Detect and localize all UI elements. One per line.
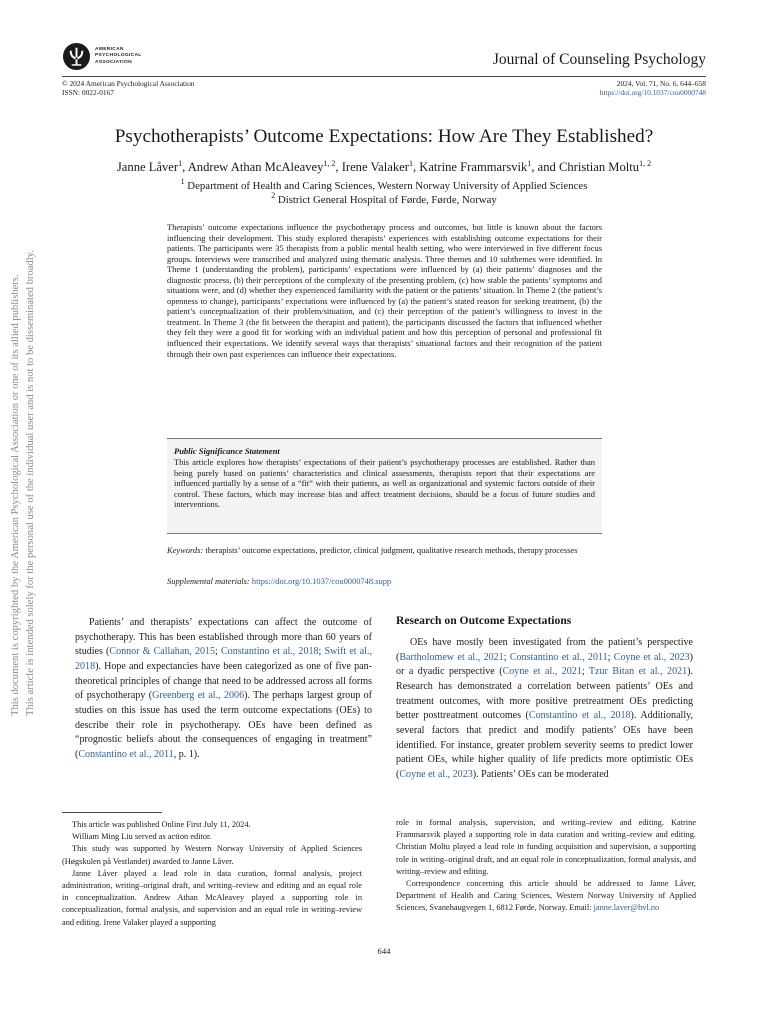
body-text: ; [215, 646, 221, 658]
email-link[interactable]: janne.laver@hvl.no [593, 903, 660, 913]
citation-link[interactable]: Greenberg et al., 2006 [152, 690, 245, 702]
keywords [167, 545, 602, 556]
publication-meta-right [600, 80, 706, 97]
author-list: Janne Låver$^1$, Andrew Athan McAleavey$^{1, 2}$, Irene Valaker$^1$, Katrine Frammarsvik$^1$, and Christian Moltu$^{1, 2}$ [116, 159, 652, 174]
publication-meta-left [62, 80, 194, 97]
supplemental-label: Supplemental materials: [167, 576, 250, 586]
article-title: Psychotherapists’ Outcome Expectations: How Are They Established? [114, 126, 654, 147]
citation-link[interactable]: Tzur Bitan et al., 2021 [588, 666, 688, 678]
affiliation-2: $^2$ District General Hospital of Førde, Førde, Norway [271, 191, 497, 206]
public-significance-text: This article explores how therapists’ expectations of their patient’s psychotherapy processes are established. Rather than being purely based on patients’ characteristics and clinical assessments, therapists report that their expectations are influenced partially by a sense of a “fit” with their patients, as well as organizational and systemic factors outside of their control. These factors, which may increase bias and affect treatment decisions, should be a focus of future studies and interventions. [174, 457, 595, 510]
body-text: ). The perhaps largest group of studies on this issue has used the term outcome expectations (OEs) to describe their role in psychotherapy. OEs have been defined as “prognostic beliefs about the consequences of engaging in treatment” ( [75, 690, 373, 760]
copyright-watermark [0, 0, 50, 1024]
body-text: OEs have mostly been investigated from the patient’s perspective ( [396, 637, 693, 663]
author-name: Irene Valaker [341, 160, 409, 174]
footnote-rule [62, 812, 162, 813]
journal-name: Journal of Counseling Psychology [492, 51, 706, 68]
public-significance-title: Public Significance Statement [174, 446, 280, 456]
copyright-line: © 2024 American Psychological Association [62, 79, 195, 88]
citation-link[interactable]: Constantino et al., 2018 [528, 710, 631, 722]
volume-line: 2024, Vol. 71, No. 6, 644–658 [616, 79, 706, 88]
header-rule [62, 76, 706, 77]
footnote-paragraph: Janne Låver played a lead role in data curation, formal analysis, project administration, writing–original draft, and writing–review and editing and an equal role in conceptualization. Andrew Athan McAleavey played a supporting role in conceptualization, formal analysis, and supervision and an equal role in writing–review and editing. Irene Valaker played a supporting [62, 868, 362, 927]
author-name: Janne Låver [116, 160, 179, 174]
watermark-line-1: This document is copyrighted by the American Psychological Association or one of its allied publishers. [10, 274, 21, 716]
apa-psi-logo-icon [62, 42, 91, 71]
apa-logo [62, 42, 142, 71]
doi-link[interactable]: https://doi.org/10.1037/cou0000748 [599, 87, 706, 97]
section-heading: Research on Outcome Expectations [396, 614, 572, 627]
watermark-line-2: This article is intended solely for the personal use of the individual user and is not to be disseminated broadly. [25, 250, 36, 716]
citation-link[interactable]: Coyne et al., 2023 [399, 768, 473, 780]
footnote-paragraph: This article was published Online First July 11, 2024. [72, 820, 251, 829]
author-name: Christian Moltu [558, 160, 640, 174]
author-name: Katrine Frammarsvik [419, 160, 528, 174]
body-text: ) or a dyadic perspective ( [396, 651, 694, 678]
research-paragraph [396, 636, 693, 783]
author-affiliation-mark: 1 [408, 159, 413, 168]
keywords-text: therapists’ outcome expectations, predictor, clinical judgment, qualitative research methods, therapy processes [205, 545, 578, 555]
footnote-paragraph: role in formal analysis, supervision, and writing–review and editing. Katrine Frammarsvik played a supporting role in data curation and writing–review and editing. Christian Moltu played a lead role in funding acquisition and supervision, a supporting role in writing–original draft, and an equal role in conceptualization, formal analysis, and writing–review and editing. [396, 818, 696, 876]
author-affiliation-mark: 1, 2 [323, 159, 336, 168]
body-text: ). Hope and expectancies have been categorized as one of five pan-theoretical principles of change that need to be addressed across all forms of psychotherapy ( [75, 660, 372, 702]
footnote-paragraph: This study was supported by Western Norway University of Applied Sciences (Høgskulen på Vestlandet) awarded to Janne Låver. [62, 844, 362, 866]
citation-link[interactable]: Coyne et al., 2021 [502, 666, 582, 678]
supplemental-materials [167, 576, 602, 587]
body-text: ; [581, 666, 589, 678]
body-text: ). Patients’ OEs can be moderated [472, 768, 609, 780]
public-significance-box [167, 438, 602, 534]
citation-link[interactable]: Swift et al., 2018 [75, 646, 372, 672]
citation-link[interactable]: Bartholomew et al., 2021 [399, 651, 504, 663]
citation-link[interactable]: Constantino et al., 2011 [78, 748, 174, 760]
footnotes-left [62, 819, 362, 929]
citation-link[interactable]: Coyne et al., 2023 [613, 651, 690, 663]
body-text: ). Research has demonstrated a correlation between patients’ OEs and treatment outcomes, with more positive pretreatment OEs predicting better posttreatment outcomes ( [396, 666, 694, 722]
page-number: 644 [377, 946, 391, 956]
body-text: ). Additionally, several factors that predict and modify patients’ OEs have been identified. For instance, greater problem severity seems to predict lower patient OEs, while higher quality of life predicts more optimistic OEs ( [396, 710, 693, 780]
author-affiliation-mark: 1, 2 [639, 159, 652, 168]
footnotes-right [396, 817, 696, 915]
keywords-label: Keywords: [167, 545, 204, 555]
body-text: , p. 1). [173, 748, 200, 760]
author-name: Andrew Athan McAleavey [187, 160, 324, 174]
footnote-paragraph: Correspondence concerning this article should be addressed to Janne Låver, Department of Health and Caring Sciences, Western Norway University of Applied Sciences, Svanehaugvegen 1, 6812 Førde, Norway. Email: janne.laver@hvl.no [396, 879, 696, 913]
citation-link[interactable]: Constantino et al., 2018 [220, 646, 319, 658]
citation-link[interactable]: Connor & Callahan, 2015 [109, 646, 216, 658]
abstract: Therapists’ outcome expectations influence the psychotherapy process and outcomes, but little is known about the factors influencing their development. This study explored therapists’ experiences with establishing outcome expectations for their patients. The participants were 35 therapists from a public mental health setting, who were interviewed in five different focus groups. Interviews were transcribed and analyzed using thematic analysis. Three themes and 10 subthemes were identified. In Theme 1 (understanding the problem), participants’ expectations were influenced by (a) their patients’ diagnoses and the diagnostic process, (b) their perceptions of the complexity of the presenting problem, (c) how stable the patients’ symptoms and situations were, and (d) whether they experienced familiarity with the patient or the patients’ situation. In Theme 2 (the patient’s openness to change), participants’ expectations were influenced by (a) the patient’s stated reason for seeking treatment, (b) the patient’s conceptualization of their problem/situation, and (c) their perception of the patient’s willingness to invest in the treatment. In Theme 3 (the fit between the therapist and patient), the participants discussed the factors that influenced whether they felt they were a good fit for working with an individual patient and how this perception of personal and professional fit influenced their expectations. We identify several ways that therapists’ situational factors and their recognition of the patient through their own past experiences can influence their expectations. [167, 222, 602, 359]
body-text: ; [318, 646, 325, 658]
body-text: Patients’ and therapists’ expectations can affect the outcome of psychotherapy. This has been established through more than 60 years of studies ( [75, 617, 372, 658]
issn-line: ISSN: 0022-0167 [62, 87, 114, 97]
author-affiliation-mark: 1 [527, 159, 532, 168]
supplemental-link[interactable]: https://doi.org/10.1037/cou0000748.supp [251, 576, 392, 586]
body-text: ; [503, 651, 510, 663]
apa-logo-text: AMERICAN PSYCHOLOGICAL ASSOCIATION [95, 47, 142, 65]
author-affiliation-mark: 1 [178, 159, 183, 168]
citation-link[interactable]: Constantino et al., 2011 [509, 651, 608, 663]
intro-paragraph [75, 616, 372, 763]
affiliation-1: $^1$ Department of Health and Caring Sciences, Western Norway University of Applied Sciences [180, 177, 588, 192]
footnote-paragraph: William Ming Liu served as action editor. [72, 832, 212, 842]
body-text: ; [607, 651, 614, 663]
